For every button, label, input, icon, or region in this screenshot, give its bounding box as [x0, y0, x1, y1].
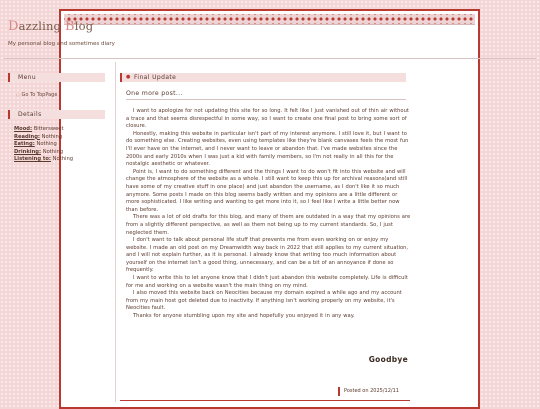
column-divider: [115, 62, 116, 402]
detail-row-mood: [14, 126, 73, 134]
decorative-lace-border: [64, 14, 475, 25]
post-paragraph: Thanks for anyone stumbling upon my site and hopefully you enjoyed it in any way.: [133, 313, 355, 320]
detail-key: Reading:: [14, 133, 40, 140]
header-divider: [4, 58, 536, 59]
detail-value: Nothing: [36, 141, 57, 148]
section-heading-label: Final Update: [134, 74, 177, 81]
post-body: [126, 108, 411, 321]
post-paragraph: I want to write this to let anyone know that I didn't just abandon this website completely. Life is difficult for me and working on a website wasn't the main thing on my mind.: [126, 275, 408, 289]
detail-key: Drinking:: [14, 148, 42, 155]
title-initial-b: B: [64, 19, 75, 34]
post-paragraph: I don't want to talk about personal life stuff that prevents me from even working on or enjoy my website. I made an old post on my Dreamwidth way back in 2022 that still applies to my current situation, and I will not explain further, as it is personal. I already know that writing too much information about yourself on the internet isn't a good thing, unnecessary, and can be a bit of an annoyance if done so frequently.: [126, 237, 409, 274]
title-initial-d: D: [8, 19, 19, 34]
post-signoff: Goodbye: [368, 355, 408, 364]
menu-item-top-page[interactable]: [16, 92, 57, 98]
post-title-divider: [126, 99, 406, 100]
detail-row-eating: [14, 141, 73, 149]
post-paragraph: Point is, I want to do something different and the things I want to do won't fit into this website and will change the atmosphere of the website as a whole. I still want to keep this up for archival reasons(and still have some of my creative stuff in one place) and just abandon the username, as I don't like it so much anymore. Some posts I made on this blog seems badly written and my opinions are a little different or more sophisticated. I like writing and wanting to get more into it, so I feel like I write a little better now than before.: [126, 168, 408, 213]
detail-row-reading: [14, 134, 73, 142]
posted-date: Posted on 2025/12/11: [338, 387, 414, 396]
detail-row-listening: [14, 156, 73, 164]
site-title[interactable]: [8, 19, 93, 34]
title-word-1: azzling: [18, 19, 65, 33]
details-list: [14, 126, 73, 164]
detail-value: Nothing: [52, 156, 74, 163]
bullet-dot-icon: ●: [126, 74, 131, 80]
menu-item-label: Go To TopPage: [21, 92, 58, 98]
post-title: One more post...: [126, 90, 183, 97]
detail-row-drinking: [14, 149, 73, 157]
section-heading: [120, 73, 406, 82]
site-subtitle: My personal blog and sometimes diary: [8, 41, 115, 47]
title-word-2: log: [74, 19, 94, 33]
menu-heading: Menu: [8, 73, 105, 82]
post-paragraph: I also moved this website back on Neocities because my domain expired a while ago and my account from my main host got deleted due to inactivity. If anything isn't working properly on my website, it's Neocities fault.: [126, 290, 402, 312]
post-paragraph: There was a lot of old drafts for this blog, and many of them are outdated in a way that my opinions are from a slightly different perspective, as well as them not being up to my current standards. So, I just neglected them.: [126, 214, 411, 236]
detail-key: Listening to:: [14, 156, 51, 163]
post-paragraph: Honestly, making this website in particular isn't part of my interest anymore. I still love it, but I want to do something else. Creating websites, even using templates like they're blank canvases feels the most fun I'll ever have on the internet, and I never want to leave or abandon that. I've made websites since the 2000s and early 2010s when I was just a kid with family members, so I'm not really in all this for the nostalgic aesthetic or whatever.: [126, 130, 409, 168]
detail-key: Eating:: [14, 141, 35, 148]
circle-bullet-icon: ○: [16, 92, 20, 97]
post-footer-divider: [120, 400, 410, 401]
detail-key: Mood:: [14, 126, 33, 132]
detail-value: Nothing: [41, 133, 63, 140]
post-paragraph: I want to apologize for not updating this site for so long. It felt like I just vanished out of thin air without a trace and that seems disrespectful in some way, so I want to create one final post to bring some sort of closure.: [126, 108, 409, 130]
detail-value: Bittersweet: [33, 126, 64, 132]
details-heading: Details: [8, 110, 105, 119]
detail-value: Nothing: [42, 148, 64, 155]
